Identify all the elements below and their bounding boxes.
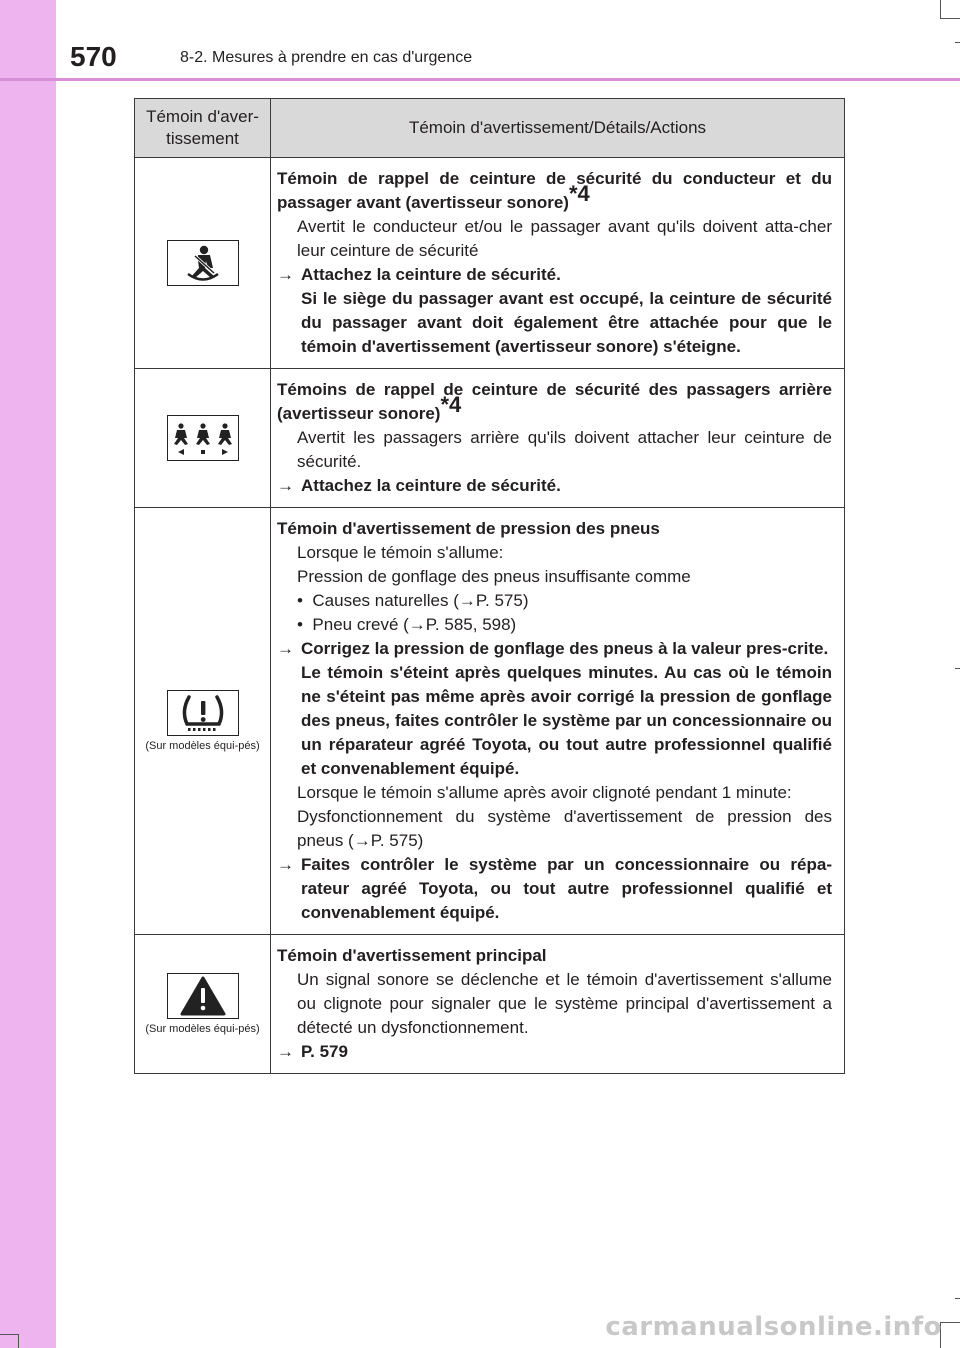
model-note: (Sur modèles équi-pés)	[145, 739, 260, 752]
page-sidebar-band	[0, 0, 56, 1348]
table-row	[135, 935, 845, 1074]
action-text: Attachez la ceinture de sécurité.	[301, 265, 561, 284]
header-details: Témoin d'avertissement/Détails/Actions	[271, 99, 845, 158]
action-detail: Si le siège du passager avant est occupé, la ceinture de sécurité du passager avant doit également être attachée pour que le témoin d'avertissement (avertisseur sonore) s'éteigne.	[301, 289, 832, 356]
arrow-icon: →	[277, 265, 294, 284]
tire-pressure-icon	[167, 690, 239, 736]
arrow-icon: →	[277, 476, 294, 495]
table-header-row	[135, 99, 845, 158]
crop-mark	[955, 42, 960, 43]
row-title: Témoin d'avertissement de pression des pneus	[277, 519, 660, 538]
details-cell	[271, 508, 845, 935]
row-line: Lorsque le témoin s'allume:	[297, 543, 504, 562]
action-detail: Le témoin s'éteint après quelques minutes. Au cas où le témoin ne s'éteint pas même après avoir corrigé la pression de gonflage des pneus, faites contrôler le système par un concessionnaire ou un réparateur agréé Toyota, ou tout autre professionnel qualifié et convenablement équipé.	[301, 663, 832, 778]
action-text: Corrigez la pression de gonflage des pneus à la valeur pres-crite.	[301, 639, 829, 658]
crop-mark	[18, 1334, 19, 1348]
action-text: P. 579	[301, 1042, 348, 1061]
row-line: Lorsque le témoin s'allume après avoir clignoté pendant 1 minute:	[297, 783, 792, 802]
action-line	[277, 853, 832, 925]
bullet-text: Pneu crevé (→P. 585, 598)	[312, 615, 517, 634]
bullet-item: • Pneu crevé (→P. 585, 598)	[297, 615, 517, 634]
row-title: Témoin d'avertissement principal	[277, 946, 547, 965]
action-line	[277, 637, 832, 661]
action-line	[277, 263, 832, 287]
details-cell	[271, 369, 845, 508]
details-cell	[271, 158, 845, 369]
action-line	[277, 1040, 832, 1064]
model-note: (Sur modèles équi-pés)	[145, 1022, 260, 1035]
indicator-cell	[135, 369, 271, 508]
bullet-text: Causes naturelles (→P. 575)	[312, 591, 529, 610]
indicator-cell	[135, 508, 271, 935]
row-title	[277, 378, 832, 426]
row-line: Pression de gonflage des pneus insuffisante comme	[297, 567, 691, 586]
warning-table	[134, 98, 845, 1074]
table-row	[135, 508, 845, 935]
arrow-icon: →	[277, 855, 294, 874]
rear-seatbelt-icon	[167, 415, 239, 461]
crop-mark	[940, 1322, 960, 1323]
crop-mark	[940, 18, 960, 19]
master-warning-icon	[167, 973, 239, 1019]
row-title	[277, 167, 832, 215]
crop-mark	[955, 1298, 960, 1299]
table-row	[135, 369, 845, 508]
crop-mark	[940, 0, 941, 18]
arrow-icon: →	[277, 1042, 294, 1061]
indicator-cell	[135, 158, 271, 369]
page-number: 570	[70, 41, 117, 72]
crop-mark	[955, 668, 960, 669]
table-row	[135, 158, 845, 369]
action-text: Faites contrôler le système par un concessionnaire ou répa-rateur agréé Toyota, ou tout autre professionnel qualifié et convenablement équipé.	[301, 855, 832, 922]
indicator-cell	[135, 935, 271, 1074]
bullet-item: • Causes naturelles (→P. 575)	[297, 591, 529, 610]
section-title: 8-2. Mesures à prendre en cas d'urgence	[180, 49, 473, 66]
action-line	[277, 474, 832, 498]
row-title-text: Témoins de rappel de ceinture de sécurité des passagers arrière (avertisseur sonore)	[277, 380, 832, 423]
arrow-icon: →	[277, 639, 294, 658]
row-title-text: Témoin de rappel de ceinture de sécurité du conducteur et du passager avant (avertisseur sonore)	[277, 169, 832, 212]
footnote-ref: *4	[440, 392, 462, 418]
crop-mark	[0, 1334, 18, 1335]
header-rule	[0, 78, 960, 81]
row-line: Avertit les passagers arrière qu'ils doivent attacher leur ceinture de sécurité.	[297, 428, 832, 471]
action-text: Attachez la ceinture de sécurité.	[301, 476, 561, 495]
watermark: carmanualsonline.info	[605, 1312, 942, 1342]
row-line: Avertit le conducteur et/ou le passager avant qu'ils doivent atta-cher leur ceinture de sécurité	[297, 217, 832, 260]
row-line: Un signal sonore se déclenche et le témoin d'avertissement s'allume ou clignote pour signaler que le système principal d'avertissement a détecté un dysfonctionnement.	[297, 970, 832, 1037]
header-indicator: Témoin d'aver-tissement	[135, 99, 271, 158]
footnote-ref: *4	[568, 181, 590, 207]
seatbelt-icon	[167, 240, 239, 286]
details-cell	[271, 935, 845, 1074]
row-line: Dysfonctionnement du système d'avertissement de pression des pneus (→P. 575)	[297, 807, 832, 850]
